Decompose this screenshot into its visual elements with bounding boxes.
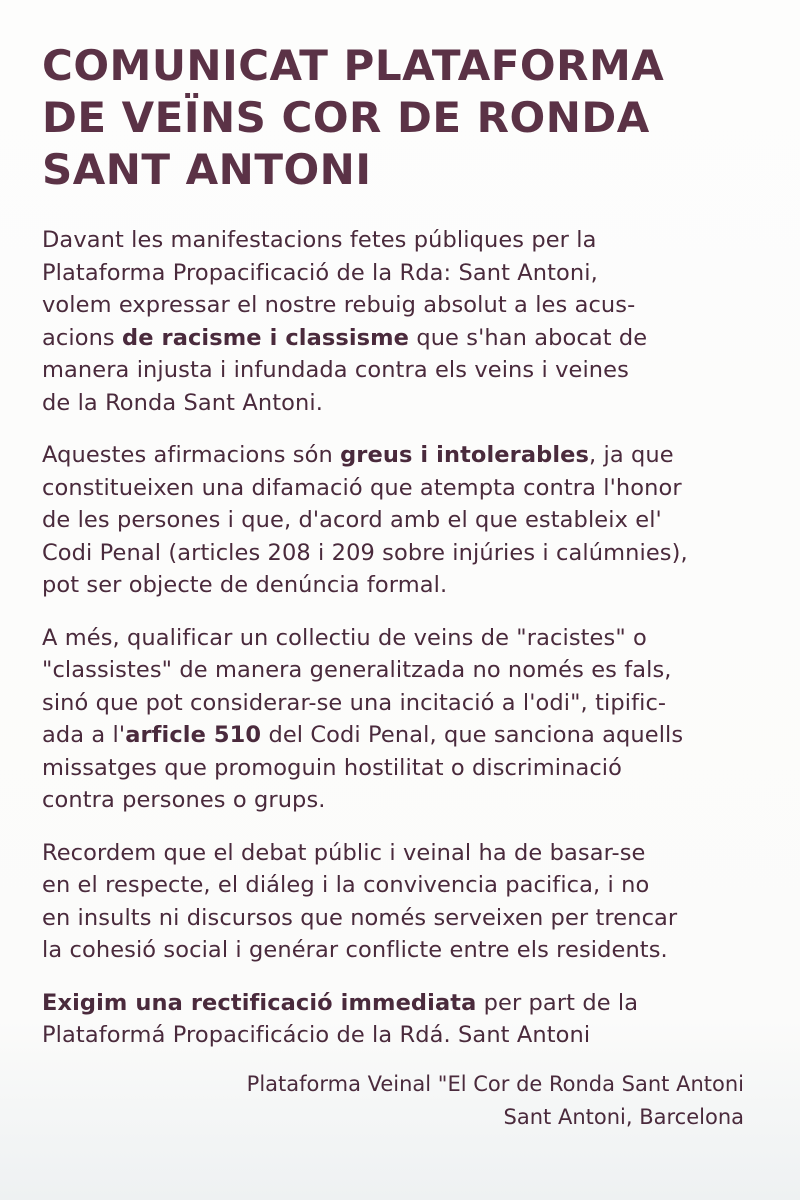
text-line: Plataformá Propacificácio de la Rdá. Sant Antoni: [42, 1022, 591, 1048]
text-line: sinó que pot considerar-se una incitació a l'odi", tipific-: [42, 689, 667, 716]
paragraph-1: [42, 224, 742, 419]
text-fragment: Aquestes afirmacions són: [42, 442, 341, 468]
text-fragment: per part de la: [476, 989, 639, 1016]
text-fragment: que s'han abocat de: [409, 324, 648, 351]
text-line: de la Ronda Sant Antoni.: [42, 389, 323, 416]
text-line: A més, qualificar un collectiu de veins de "racistes" o: [42, 624, 647, 651]
statement-body: [42, 224, 742, 1072]
text-line: [42, 719, 742, 752]
page-title: [42, 40, 762, 196]
text-line: en insults ni discursos que només serveixen per trencar: [42, 904, 678, 931]
text-line: manera injusta i infundada contra els veins i veines: [42, 357, 629, 383]
text-line: "classistes" de manera generalitzada no només es fals,: [42, 657, 672, 683]
text-line: de les persones i que, d'acord amb el que estableix el': [42, 507, 662, 533]
text-line: pot ser objecte de denúncia formal.: [42, 572, 448, 598]
text-line: [42, 322, 742, 355]
paragraph-4: [42, 837, 742, 967]
bold-phrase: greus i intolerables: [340, 442, 590, 468]
text-line: Davant les manifestacions fetes públiques per la: [42, 227, 597, 253]
signature-organization: Plataforma Veinal "El Cor de Ronda Sant Antoni: [246, 1072, 744, 1096]
text-line: contra persones o grups.: [42, 787, 326, 813]
title-line-3: SANT ANTONI: [42, 145, 372, 194]
bold-phrase: de racisme i classisme: [122, 324, 410, 351]
text-fragment: acions: [42, 324, 123, 351]
signature-location: Sant Antoni, Barcelona: [503, 1105, 744, 1129]
paragraph-3: [42, 622, 742, 817]
title-line-2: DE VEÏNS COR DE RONDA: [42, 93, 650, 142]
text-fragment: , ja que: [589, 442, 674, 468]
text-line: volem expressar el nostre rebuig absolut a les acus-: [42, 292, 636, 318]
signature-block: [247, 1068, 744, 1134]
text-fragment: ada a l': [42, 722, 126, 748]
bold-phrase: arficle 510: [125, 722, 262, 748]
text-fragment: del Codi Penal, que sanciona aquells: [261, 722, 684, 748]
paragraph-2: [42, 439, 742, 602]
paragraph-5: [42, 987, 742, 1052]
text-line: la cohesió social i genérar conflicte entre els residents.: [42, 937, 668, 963]
text-line: constitueixen una difamació que atempta contra l'honor: [42, 474, 682, 501]
text-line: Codi Penal (articles 208 i 209 sobre injúries i calúmnies),: [42, 539, 688, 566]
text-line: missatges que promoguin hostilitat o discriminació: [42, 754, 623, 781]
text-line: en el respecte, el diáleg i la convivencia pacifica, i no: [42, 872, 650, 898]
title-line-1: COMUNICAT PLATAFORMA: [42, 41, 665, 90]
bold-phrase: Exigim una rectificació immediata: [42, 989, 477, 1016]
text-line: Recordem que el debat públic i veinal ha de basar-se: [42, 839, 646, 866]
text-line: [42, 987, 742, 1020]
text-line: [42, 439, 742, 472]
text-line: Plataforma Propacificació de la Rda: Sant Antoni,: [42, 259, 598, 286]
